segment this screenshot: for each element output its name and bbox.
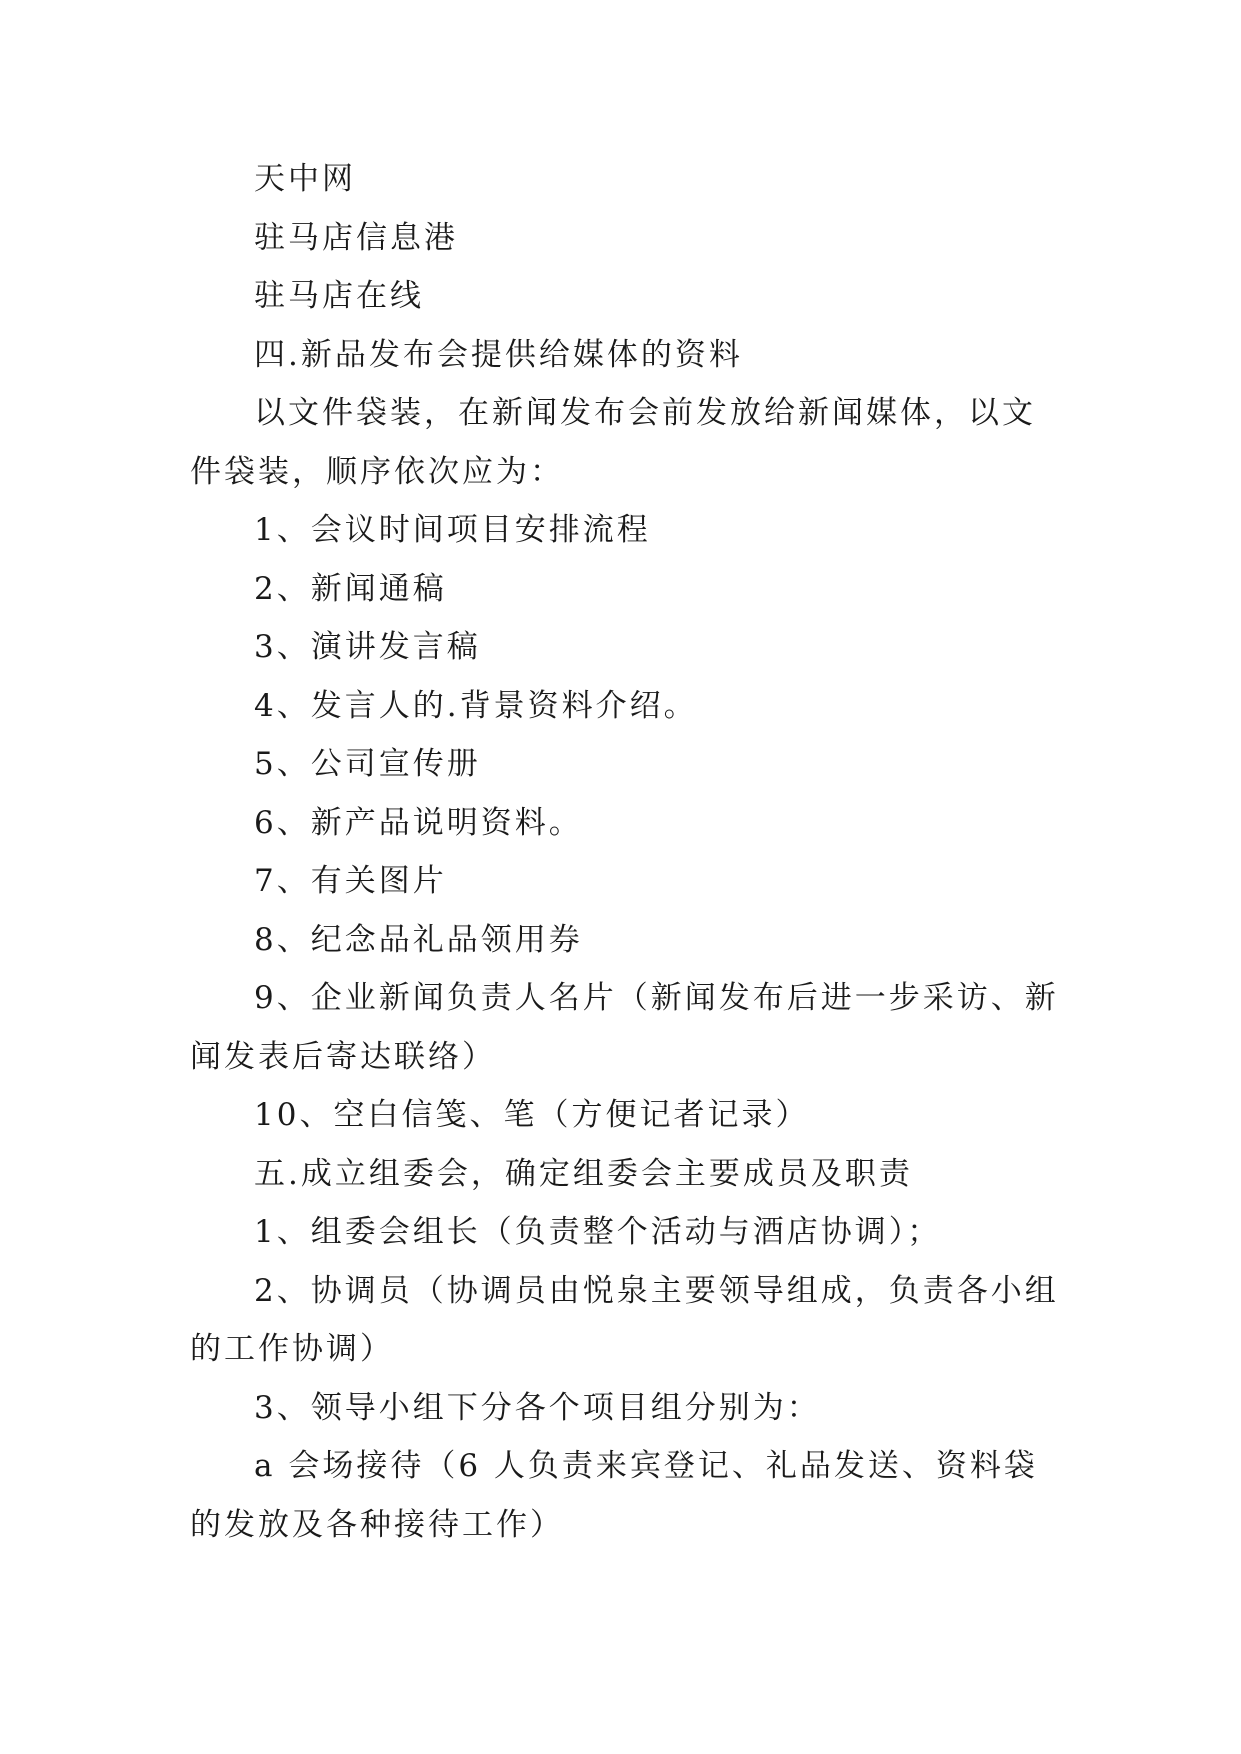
list-item: 2、协调员（协调员由悦泉主要领导组成，负责各小组的工作协调） [190,1272,1059,1367]
list-item: 1、组委会组长（负责整个活动与酒店协调）； [254,1214,942,1250]
list-item: 8、纪念品礼品领用券 [254,921,583,958]
list-item: 3、演讲发言稿 [254,629,481,665]
paragraph: 驻马店信息港 [254,219,458,256]
list-item: 9、企业新闻负责人名片（新闻发布后进一步采访、新闻发表后寄达联络） [190,980,1059,1075]
paragraph: 以文件袋装，在新闻发布会前发放给新闻媒体，以文件袋装，顺序依次应为： [190,395,1036,490]
document-page [190,150,1060,1554]
list-item: 10、空白信笺、笔（方便记者记录） [254,1097,810,1133]
list-item: a 会场接待（6 人负责来宾登记、礼品发送、资料袋的发放及各种接待工作） [190,1448,1038,1543]
list-item: 1、会议时间项目安排流程 [254,512,651,548]
list-item: 2、新闻通稿 [254,570,447,607]
paragraph: 天中网 [254,161,356,197]
list-item: 6、新产品说明资料。 [254,804,583,841]
list-item: 5、公司宣传册 [254,746,481,782]
list-item: 7、有关图片 [254,863,447,899]
paragraph: 驻马店在线 [254,278,424,314]
section-heading: 五.成立组委会，确定组委会主要成员及职责 [254,1155,913,1192]
list-item: 3、领导小组下分各个项目组分别为： [254,1389,821,1426]
section-heading: 四.新品发布会提供给媒体的资料 [254,336,743,373]
list-item: 4、发言人的.背景资料介绍。 [254,687,698,724]
